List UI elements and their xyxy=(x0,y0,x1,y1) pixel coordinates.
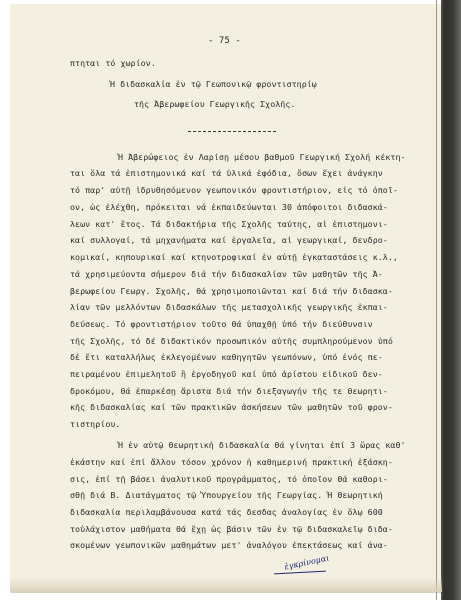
text-line: Ἡ ἐν αὐτῷ θεωρητική διδασκαλία θά γίνηται ἐπί 3 ὥρας καθ' xyxy=(118,440,406,450)
text-line: σκομένων γεωπονικῶν μαθημάτων μετ' ἀναλόγου ἐπεκτάσεως καί ἀνα- xyxy=(70,540,388,550)
text-line: καί συλλογαί, τά μηχανήματα καί ἐργαλεῖα, αἱ γεωργικαί, δενδρο- xyxy=(70,235,388,245)
text-line: τοὐλάχιστον μαθήματα θά ἔχῃ ὡς βάσιν τῶν ἐν τῷ διδασκαλεῖῳ διδα- xyxy=(70,524,393,534)
text-line: τιστηρίου. xyxy=(70,419,121,429)
text-line: πτηται τό χωρίον. xyxy=(70,58,156,68)
text-line: σθῇ διά Β. Διατάγματος τῷ Ὑπουργείου τῆς Γεωργίας. Ἡ θεωρητική xyxy=(70,490,383,500)
text-line: ον, ὡς ἐλέχθη, πρόκειται νά ἐκπαιδεύωνται 30 ἀπόφοιτοι διδασκά- xyxy=(70,202,388,212)
paper-stain xyxy=(10,578,442,592)
text-line: ται ὅλα τά ἐπιστημονικά καί τά ὑλικά ἐφόδια, ὅσων ἔχει ἀνάγκην xyxy=(70,168,383,178)
text-line: κῆς διδασκαλίας καί τῶν πρακτικῶν ἀσκήσεων τῶν μαθητῶν τοῦ φρον- xyxy=(70,402,393,412)
paper-page xyxy=(10,4,442,592)
text-line: λεων κατ' ἔτος. Τά διδακτήρια τῆς Σχολῆς ταύτης, αἱ ἐπιστημονι- xyxy=(70,219,388,229)
binder-spine xyxy=(441,0,461,600)
text-line: τό παρ' αὐτῇ ἱδρυθησόμενον γεωπονικόν φροντιστήριον, εἰς τό ὁποῖ- xyxy=(70,185,398,195)
text-line: πειραμένου ἐπιμελητοῦ ἢ ἐργοδηγοῦ καί ὑπό ἀρίστου εἰδικοῦ δεν- xyxy=(70,369,383,379)
text-line: Ἡ Ἀβερώφειος ἐν Λαρίσῃ μέσου βαθμοῦ Γεωργική Σχολή κέκτη- xyxy=(118,152,406,162)
text-line: κομικαί, κηπουρικαί καί κτηνοτροφικαί ἐν αὐτῇ ἐγκαταστάσεις κ.λ., xyxy=(70,252,398,262)
text-line: διδασκαλία περιλαμβάνουσα κατά τάς δεσδας ἀναλογίας ἐν ὅλῳ 600 xyxy=(70,507,383,517)
text-line: βερωφείου Γεωργ. Σχολῆς, θά χρησιμοποιῶνται καί διά τήν διδασκα- xyxy=(70,286,393,296)
text-line: σις, ἐπί τῇ βάσει ἀναλυτικοῦ προγράμματος, τό ὁποῖον θά καθορι- xyxy=(70,474,388,484)
page-number: - 75 - xyxy=(208,36,241,46)
page-edge xyxy=(436,0,437,600)
text-line: τῆς Σχολῆς, τό δέ διδακτικόν προσωπικόν αὐτῆς συμπληρούμενον ὑπό xyxy=(70,336,393,346)
section-heading-line-2: τῆς Ἀβερωφείου Γεωργικῆς Σχολῆς. xyxy=(134,99,296,109)
text-line: λίαν τῶν μελλόντων διδασκάλων τῆς μετασχολικῆς γεωργικῆς ἐκπαι- xyxy=(70,302,388,312)
handwritten-note: ἐγκρίνομαι xyxy=(283,553,331,572)
text-line: δέ ἔτι καταλλήλως ἐκλεγομένων καθηγητῶν γεωπόνων, ὑπό ἑνός πε- xyxy=(70,352,383,362)
text-line: δεύσεως. Τό φροντιστήριον τοῦτο θά ὑπαχθῇ ὑπό τήν διεύθυνσιν xyxy=(70,319,373,329)
heading-rule xyxy=(188,131,276,132)
text-line: ἑκάστην καί ἐπί ἄλλον τόσον χρόνον ἡ καθημερινή πρακτική ἐξάσκη- xyxy=(70,457,393,467)
text-line: τά χρησιμεύοντα σήμερον διά τήν διδασκαλίαν τῶν μαθητῶν τῆς Ἀ- xyxy=(70,269,383,279)
section-heading-line-1: Ἡ διδασκαλία ἐν τῷ Γεωπονικῷ φροντιστηρίῳ xyxy=(110,79,317,89)
text-line: δροκόμου, θά ἐπαρκέσῃ ἄριστα διά τήν διεξαγωγήν τῆς τε θεωρητι- xyxy=(70,386,388,396)
